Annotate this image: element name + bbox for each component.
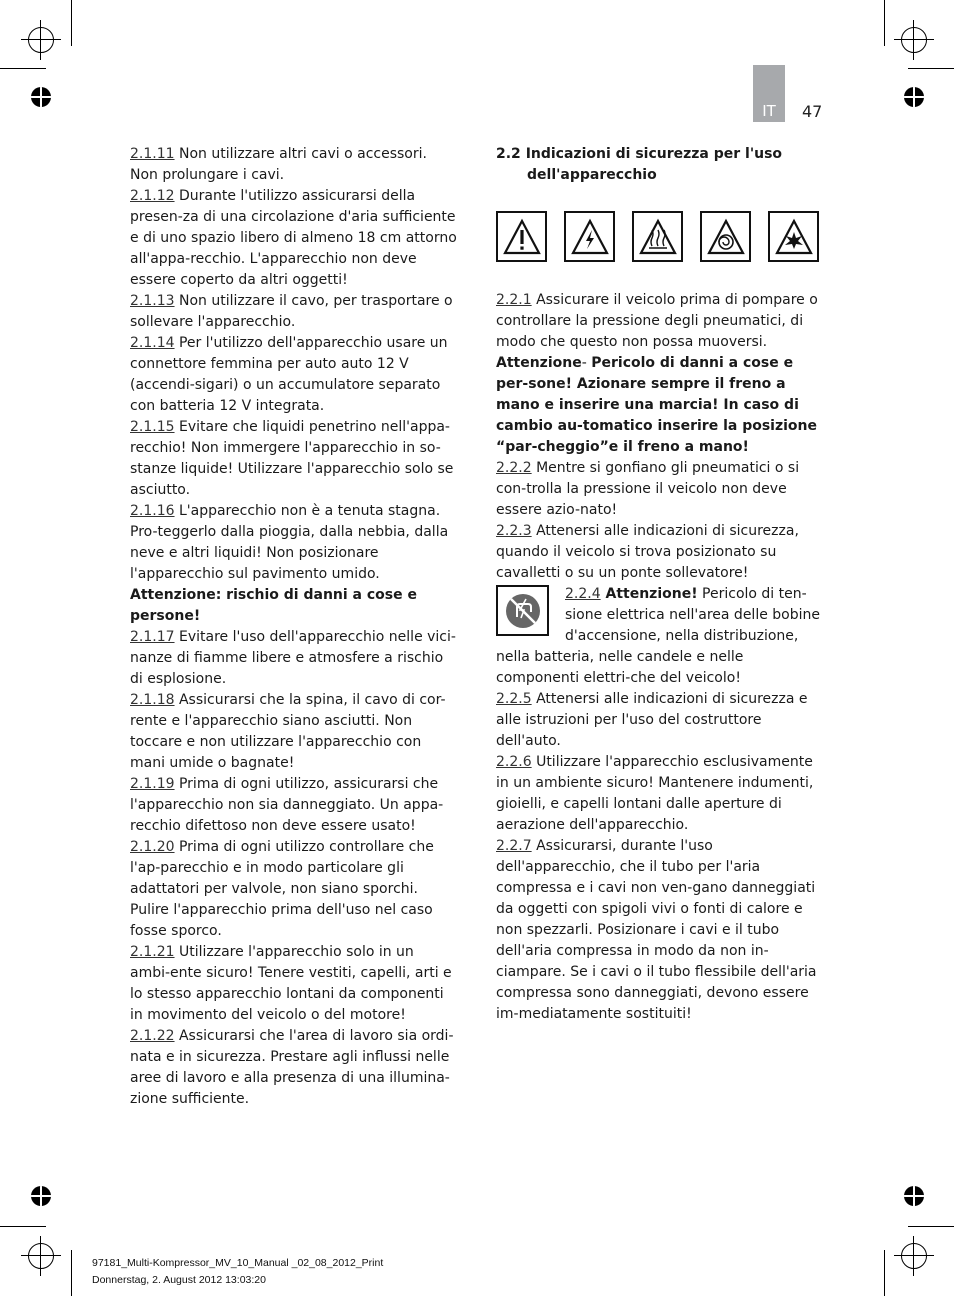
crop-mark (884, 1250, 885, 1296)
item-number: 2.1.20 (130, 839, 175, 855)
safety-item (496, 458, 826, 521)
crop-mark (71, 1250, 72, 1296)
item-number: 2.2.1 (496, 292, 532, 308)
item-number: 2.1.11 (130, 146, 175, 162)
section-number: 2.2 (496, 146, 521, 162)
hot-surface-warning-icon (632, 211, 683, 262)
registration-mark-icon (901, 27, 927, 53)
registration-mark-icon (901, 1243, 927, 1269)
safety-item (496, 584, 826, 689)
item-number: 2.2.3 (496, 523, 532, 539)
item-number: 2.2.6 (496, 754, 532, 770)
item-number: 2.2.2 (496, 460, 532, 476)
item-text: Evitare che liquidi penetrino nell'appa-recchio! Non immergere l'apparecchio in so-stanze liquide! Utilizzare l'apparecchio solo se asciutto. (130, 419, 454, 498)
crop-mark (884, 0, 885, 46)
item-number: 2.1.17 (130, 629, 175, 645)
registration-mark-icon (28, 1243, 54, 1269)
safety-item (130, 1026, 458, 1110)
safety-item (130, 186, 458, 291)
item-number: 2.1.14 (130, 335, 175, 351)
safety-item (130, 690, 458, 774)
safety-item (130, 291, 458, 333)
item-number: 2.1.18 (130, 692, 175, 708)
safety-item (130, 417, 458, 501)
right-column (496, 144, 826, 1025)
item-text: Per l'utilizzo dell'apparecchio usare un connettore femmina per auto auto 12 V (accendi-sigari) o un accumulatore separato con batteria 12 V integrata. (130, 335, 448, 414)
item-text: Attenersi alle indicazioni di sicurezza e alle istruzioni per l'uso del costruttore dell'auto. (496, 691, 808, 749)
safety-item (496, 836, 826, 1025)
item-text: Non utilizzare il cavo, per trasportare o sollevare l'apparecchio. (130, 293, 453, 330)
crop-mark (908, 1226, 954, 1227)
item-attention: Attenzione (496, 355, 582, 371)
item-text: Prima di ogni utilizzo controllare che l'ap-parecchio e in modo particolare gli adattatori per valvole, non siano sporchi. Pulire l'apparecchio prima dell'uso nel caso fosse sporco. (130, 839, 434, 939)
item-text: Evitare l'uso dell'apparecchio nelle vici-nanze di fiamme libere e atmosfere a rischio di esplosione. (130, 629, 456, 687)
item-text: Pericolo di ten-sione elettrica nell'area delle bobine d'accensione, nella distribuzione, nella batteria, nelle candele e nelle componenti elettri-che del veicolo! (496, 586, 820, 686)
print-footer (92, 1255, 383, 1289)
item-separator: - (581, 355, 592, 371)
footer-filename: 97181_Multi-Kompressor_MV_10_Manual _02_08_2012_Print (92, 1257, 384, 1269)
language-label: IT (762, 102, 776, 120)
safety-item (130, 333, 458, 417)
item-text: Prima di ogni utilizzo, assicurarsi che l'apparecchio non sia danneggiato. Un appa-recchio difettoso non deve essere usato! (130, 776, 444, 834)
item-text: Assicurarsi, durante l'uso dell'apparecchio, che il tubo per l'aria compressa e i cavi non ven-gano danneggiati da oggetti con spigoli vivi o fonti di calore e non spezzarli. Posizionare i cavi e il tubo dell'aria compressa in modo da non in-ciampare. Se i cavi o il tubo flessibile dell'aria compressa sono danneggiati, devono essere im-mediatamente sostituiti! (496, 838, 817, 1022)
item-warning-text: Pericolo di danni a cose e per-sone! Azionare sempre il freno a mano e inserire una marcia! In caso di cambio au-tomatico inserire la posizione “par-cheggio”e il freno a mano! (496, 355, 817, 455)
safety-item (130, 942, 458, 1026)
general-warning-icon (496, 211, 547, 262)
item-number: 2.1.12 (130, 188, 175, 204)
crop-mark (71, 0, 72, 46)
item-text: L'apparecchio non è a tenuta stagna. Pro-teggerlo dalla pioggia, dalla nebbia, dalla neve e altri liquidi! Non posizionare l'apparecchio sul pavimento umido. (130, 503, 449, 582)
right-column-items (496, 290, 826, 1025)
warning-icons-row (496, 211, 826, 262)
item-warning-text: Attenzione: rischio di danni a cose e persone! (130, 587, 417, 624)
left-column (130, 144, 458, 1110)
item-number: 2.2.5 (496, 691, 532, 707)
registration-dot-icon (904, 1186, 924, 1206)
safety-item (130, 144, 458, 186)
section-title-line1: Indicazioni di sicurezza per l'uso (525, 146, 783, 162)
safety-item (130, 627, 458, 690)
crop-mark (908, 68, 954, 69)
item-number: 2.1.19 (130, 776, 175, 792)
rotating-parts-warning-icon (700, 211, 751, 262)
registration-dot-icon (31, 87, 51, 107)
item-number: 2.1.21 (130, 944, 175, 960)
language-tab (753, 65, 785, 122)
page-number: 47 (802, 102, 823, 121)
electric-shock-warning-icon (564, 211, 615, 262)
no-touch-icon (496, 585, 549, 636)
item-text: Assicurarsi che l'area di lavoro sia ordi-nata e in sicurezza. Prestare agli influssi nelle aree di lavoro e alla presenza di una illumina-zione sufficiente. (130, 1028, 454, 1107)
safety-item (496, 752, 826, 836)
registration-mark-icon (28, 27, 54, 53)
explosive-warning-icon (768, 211, 819, 262)
crop-mark (0, 68, 46, 69)
item-number: 2.2.7 (496, 838, 532, 854)
item-text: Assicurarsi che la spina, il cavo di cor-rente e l'apparecchio siano asciutti. Non toccare e non utilizzare l'apparecchio con mani umide o bagnate! (130, 692, 446, 771)
item-text: Attenersi alle indicazioni di sicurezza, quando il veicolo si trova posizionato su cavalletti o su un ponte sollevatore! (496, 523, 799, 581)
item-number: 2.2.4 (565, 586, 601, 602)
item-text: Utilizzare l'apparecchio esclusivamente in un ambiente sicuro! Mantenere indumenti, gioielli, e capelli lontani dalle aperture di aerazione dell'apparecchio. (496, 754, 814, 833)
safety-item (496, 689, 826, 752)
item-text: Durante l'utilizzo assicurarsi della presen-za di una circolazione d'aria sufficiente e di uno spazio libero di almeno 18 cm attorno all'appa-recchio. L'apparecchio non deve essere coperto da altri oggetti! (130, 188, 457, 288)
item-text: Mentre si gonfiano gli pneumatici o si con-trolla la pressione il veicolo non deve essere azio-nato! (496, 460, 800, 518)
safety-item (496, 521, 826, 584)
item-text: Non utilizzare altri cavi o accessori. Non prolungare i cavi. (130, 146, 427, 183)
item-number: 2.1.16 (130, 503, 175, 519)
item-number: 2.1.13 (130, 293, 175, 309)
safety-item (130, 501, 458, 627)
item-attention: Attenzione! (600, 586, 698, 602)
item-text: Utilizzare l'apparecchio solo in un ambi-ente sicuro! Tenere vestiti, capelli, arti e lo stesso apparecchio lontani da componenti in movimento del veicolo o del motore! (130, 944, 452, 1023)
section-heading (496, 144, 826, 186)
registration-dot-icon (31, 1186, 51, 1206)
item-number: 2.1.15 (130, 419, 175, 435)
footer-date: Donnerstag, 2. August 2012 13:03:20 (92, 1274, 266, 1286)
section-title-line2: dell'apparecchio (527, 167, 657, 183)
safety-item (130, 774, 458, 837)
item-number: 2.1.22 (130, 1028, 175, 1044)
safety-item (496, 290, 826, 458)
item-text: Assicurare il veicolo prima di pompare o controllare la pressione degli pneumatici, di modo che questo non possa muoversi. (496, 292, 818, 350)
registration-dot-icon (904, 87, 924, 107)
crop-mark (0, 1226, 46, 1227)
safety-item (130, 837, 458, 942)
